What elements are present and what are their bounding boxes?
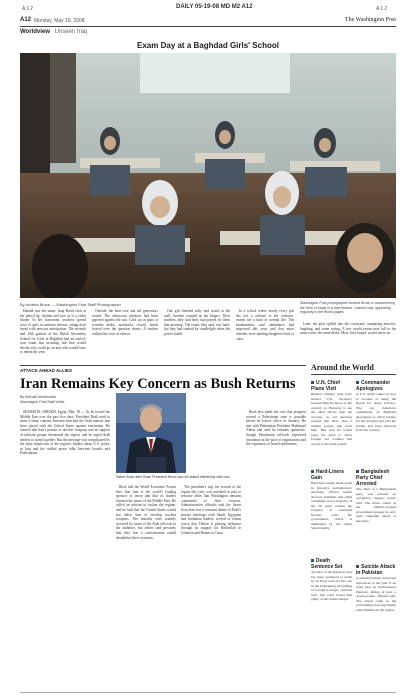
photo-story-column-2 [92,309,158,363]
photo-caption: Washington Post photographer Andrea Bruce is documenting the lives of Iraqis in a new feature, Unseen Iraq, appearing regularly in the World pages. [300,301,395,314]
byline-name: By Michael Abramowitz [20,395,57,399]
rail-item-text: Hard-line parties made gains in Kuwait's parliamentary elections, official results showed. Islamists and tribal candidates won a majority of the 50 seats, raising the prospect of continued friction with the government, which is dominated by the ruling Sabah family. [311,481,352,530]
paragraph: Hanadi was her name. Iraqi Ba'ad clear at her pencil tip, rhythm and face as if a violet bloom. In her classroom, teachers spread rows of girls in uniform dresses, eating their bread with nervous anticipation. The seventh and 10th graders at the Dijlah Secondary School for Girls in Baghdad had an end-of-year exam that morning, one that would decide who could go on and who would have to repeat the year. [20,309,86,355]
rail-item-heading: Death Sentence Set [311,558,352,570]
slug-right: A12 [376,6,388,12]
rail-item-heading: Bangladesh Party Chief Arrested [356,469,396,487]
print-slug [0,4,416,14]
story-byline [20,395,65,404]
story-kicker: ATTACK AHEAD ALLIES [20,368,72,373]
folio-bar [20,16,396,27]
photo-story-headline: Exam Day at a Baghdad Girls' School [137,41,279,50]
paragraph: Outside, the heat rose and the generators roared. The classroom windows had been papered against the sun. Girls sat in pairs at wooden desks, notebooks closed, heads bowed over the question sheets. A teacher walked the rows in silence. [92,309,158,336]
publication-name: The Washington Post [344,17,396,23]
rail-item-heading: Hard-Liners Gain [311,469,352,481]
photo-story-column-3 [164,309,230,363]
paragraph: One girl finished early and stared at the wall. Another counted on her fingers. Their mothers, they said later, had prayed for them that morning. The exam, they said, was hard, but they had studied by candlelight when the power failed. [164,309,230,336]
rail-item-heading: U.N. Chief Plans Visit [311,380,352,392]
story-column-4 [246,410,306,690]
bush-photo-caption: Saber Bush after Bush President Bush has not stated effectively with Iran. [116,475,231,479]
page-footer-rule [20,692,396,693]
paragraph: Bush also made the case that progress toward a Palestinian state is possible before he leaves office in January. He met with Palestinian President Mahmoud Abbas and said he remains optimistic, though Palestinian officials expressed frustration at the pace of negotiations and the expansion of Israeli settlements. [246,410,306,447]
page-date: Monday, May 19, 2008 [34,18,85,24]
rail-item-text: The chief of a Bangladesh party was arrested on corruption charges, police said. The arrest comes as the military-backed government presses its anti-graft campaign ahead of elections. [356,487,396,523]
rail-item-text: A U.S. Army sniper in Iraq is accused of using the Koran for target practice. The top American commander in Baghdad apologized to tribal leaders for the incident and said the soldier had been removed from the country. [356,392,396,432]
story-headline: Iran Remains Key Concern as Bush Returns [20,376,296,392]
paragraph: The president's trip, his second to the region this year, was intended in part to reassure allies that Washington remains committed to their security. Administration officials said the threat from Iran was a constant theme of Bush's private meetings with Saudi, Egyptian and Jordanian leaders, several of whom worry that Tehran is gaining influence through its support for Hezbollah in Lebanon and Hamas in Gaza. [181,485,241,535]
paragraph: SHARM EL-SHEIKH, Egypt, May 18 — As he toured the Middle East over the past five days, President Bush tried to draw a sharp contrast between Iran and the Arab nations that have joined with the United States against extremism. He warned that Iran's pursuit of nuclear weapons and its support of militant groups threatened the region, and he urged Arab leaders to stand together. But the message was complicated by the deep skepticism of the region's leaders about U.S. policy in Iraq and the stalled peace talks between Israelis and Palestinians. [20,410,110,456]
rail-item-text: A suicide bomber detonated explosives at the gate of an army base in northwestern Pakistan, killing at least a dozen people, officials said. The attack came as the government was negotiating with militants in the region. [356,576,396,612]
story-column-2 [116,485,176,690]
rail-item-heading: Commander Apologizes [356,380,396,392]
section-divider [20,365,306,366]
photo-byline: By Andrea Bruce — Washington Post Staff Photographer [20,302,121,307]
rail-item-text: Burma's military ruler have invited U.N. Secretary General Ban Ki-moon to the country on Thursday to see the relief efforts after the cyclone, as aid agencies warned that more than 2 million people still need help. Ban said he would press the junta to allow foreign aid workers full access to the delta region. [311,392,352,446]
slug-center: DAILY 05-19-08 MD M2 A12 [176,4,253,10]
rail-title: Around the World [311,363,396,375]
paragraph: Bush told the World Economic Forum here that Iran is the world's leading sponsor of terror and that its leaders threaten the peace of the Middle East. He called on nations to isolate the regime, and he said that the United States would not allow Iran to develop nuclear weapons. The remarks were warmly received by some of the Arab officials in the audience, but others said privately that they fear a confrontation would destabilize their countries. [116,485,176,540]
classroom-photo [20,53,396,298]
photo-story-column-5 [300,322,396,363]
page-number: A12 [20,17,32,23]
section-name: Worldview [20,29,50,35]
bush-photo [116,393,186,473]
byline-role: Washington Post Staff Writer [20,399,65,404]
story-column-1 [20,410,110,690]
paragraph: In a school where nearly every girl has lost a relative to the violence, exams are a kind of normal life. The headmistress said attendance had improved this year, and that more families were sending daughters back to class. [236,309,294,341]
rail-item-heading: Suicide Attack in Pakistan [356,564,396,576]
slug-left: A12 [22,6,34,12]
photo-story-column-1 [20,309,86,363]
section-header [20,29,87,35]
around-the-world-rail [311,363,396,636]
story-column-3 [181,485,241,690]
section-sub: Unseen Iraq [54,29,88,35]
photo-story-column-4 [236,309,294,363]
rail-item-text: A leader of Al-Qaeda in Iraq has been sentenced to death by an Iraqi court for his role in the kidnapping and killing of foreign hostages, officials said. The court found him guilty of terrorism charges. [311,570,352,601]
paragraph: Later, the girls spilled into the courtyard, comparing answers, laughing, and some crying. A few would return next fall to the same room, the same desks. Most, they hoped, would move on. [300,322,396,336]
